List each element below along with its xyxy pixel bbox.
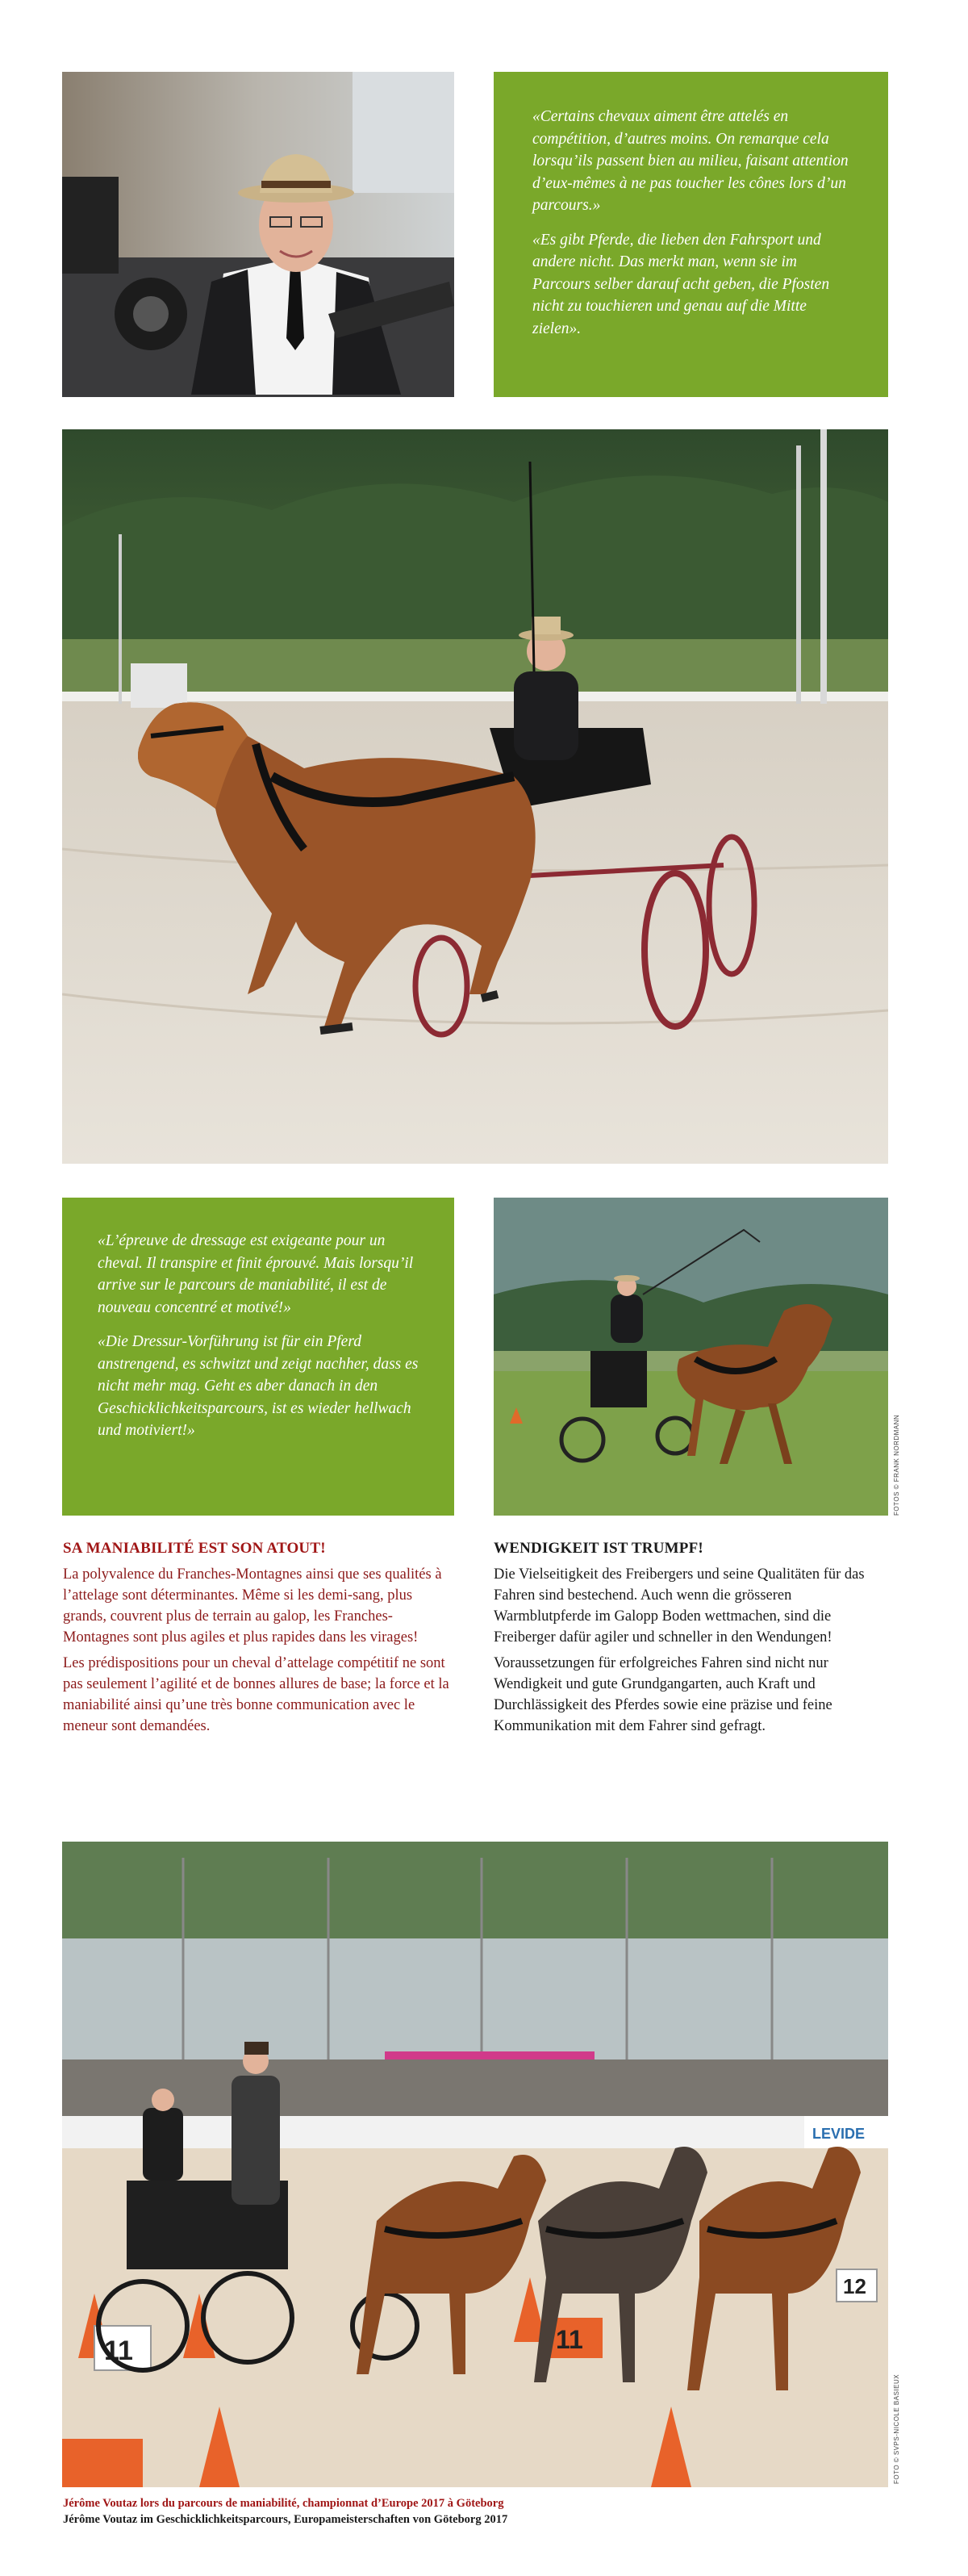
heading-fr: SA MANIABILITÉ EST SON ATOUT!	[63, 1540, 326, 1557]
quote-2-de: «Die Dressur-Vorführung ist für ein Pferd anstrengend, es schwitzt und zeigt nachher, dass es nicht mehr mag. Geht es aber danach in den Geschicklichkeitsparcours, ist es wieder hellwach und motiviert!»	[98, 1333, 419, 1439]
cone-number-left: 11	[104, 2336, 133, 2366]
body-de-paragraph-2: Voraussetzungen für erfolgreiches Fahren sind nicht nur Wendigkeit und gute Grundgangarten, auch Kraft und Durchlässigkeit des Pferdes sowie eine präzise und feine Kommunikation mit dem Fahrer sind gefragt.	[494, 1655, 832, 1734]
cone-number-right: 12	[843, 2274, 866, 2298]
body-de-paragraph-1: Die Vielseitigkeit des Freibergers und seine Qualitäten für das Fahren sind bestechend. Auch wenn die grösseren Warmblutpferde im Galopp Boden wettmachen, sind die Freiberger dafür agiler und schneller in den Wendungen!	[494, 1566, 865, 1646]
photo-four-in-hand	[62, 1842, 888, 2487]
photo-caption	[63, 2495, 886, 2528]
body-de	[494, 1564, 891, 1742]
banner-text: LEVIDE	[812, 2126, 866, 2142]
caption-de: Jérôme Voutaz im Geschicklichkeitsparcours, Europameisterschaften von Göteborg 2017	[63, 2513, 508, 2526]
photo-credit-nordmann: FOTOS © FRANK NORDMANN	[893, 1414, 900, 1516]
body-fr	[63, 1564, 458, 1742]
photo-single-horse-carriage	[62, 429, 888, 1164]
body-fr-paragraph-1: La polyvalence du Franches-Montagnes ainsi que ses qualités à l’attelage sont déterminantes. Même si les demi-sang, plus grands, couvrent plus de terrain au galop, les Franches-Montagnes sont plus agiles et plus rapides dans les virages!	[63, 1566, 442, 1646]
caption-fr: Jérôme Voutaz lors du parcours de maniabilité, championnat d’Europe 2017 à Göteborg	[63, 2497, 504, 2510]
photo-credit-basieux: FOTO © SVPS-NICOLE BASIEUX	[893, 2373, 900, 2484]
quote-box-2	[62, 1198, 454, 1516]
photo-horse-carriage-small	[494, 1198, 888, 1516]
heading-de: WENDIGKEIT IST TRUMPF!	[494, 1540, 703, 1557]
cone-number-center: 11	[556, 2325, 583, 2354]
quote-box-1	[494, 72, 888, 397]
body-fr-paragraph-2: Les prédispositions pour un cheval d’attelage compétitif ne sont pas seulement l’agilité et de bonnes allures de base; la force et la maniabilité ainsi qu’une très bonne communication avec le meneur sont demandées.	[63, 1655, 449, 1734]
photo-driver-portrait	[62, 72, 454, 397]
quote-1-de: «Es gibt Pferde, die lieben den Fahrsport und andere nicht. Das merkt man, wenn sie im Parcours selber darauf acht geben, die Pfosten nicht zu touchieren und genau auf die Mitte zielen».	[532, 231, 830, 337]
quote-2-fr: «L’épreuve de dressage est exigeante pour un cheval. Il transpire et finit éprouvé. Mais lorsqu’il arrive sur le parcours de maniabilité, il est de nouveau concentré et motivé!»	[98, 1232, 414, 1316]
quote-1-fr: «Certains chevaux aiment être attelés en compétition, d’autres moins. On remarque cela lorsqu’ils passent bien au milieu, faisant attention d’eux-mêmes à ne pas toucher les cônes lors d’un parcours.»	[532, 108, 849, 214]
